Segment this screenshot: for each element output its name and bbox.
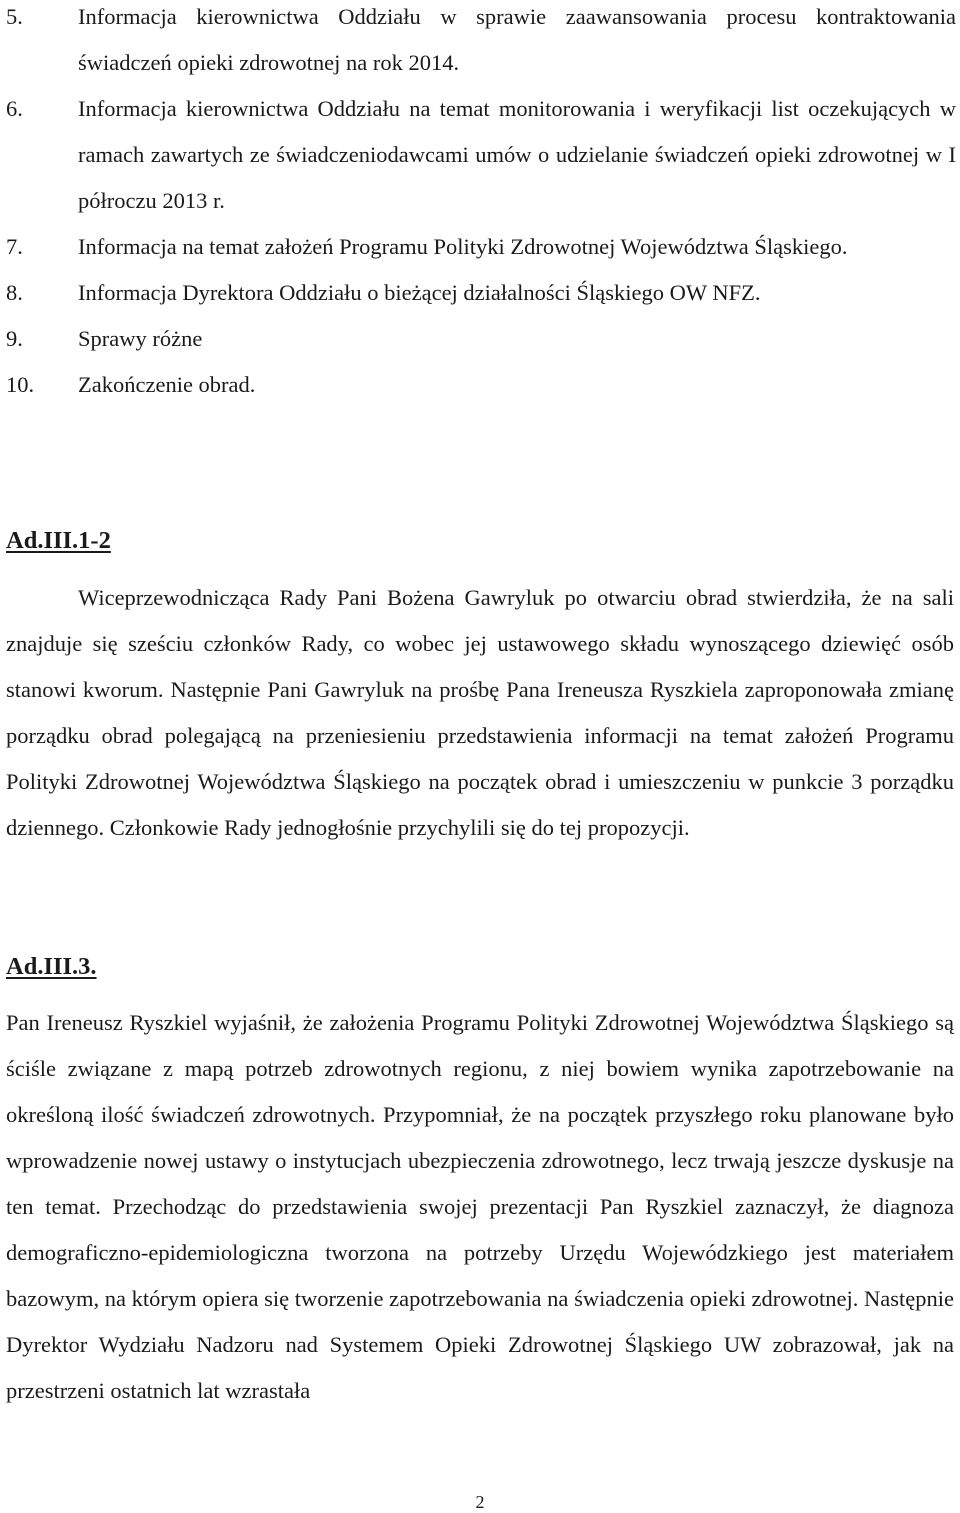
agenda-item-number: 5. — [6, 4, 23, 29]
agenda-list — [6, 0, 956, 408]
section-heading-ad-iii-1-2: Ad.III.1-2 — [6, 527, 111, 554]
agenda-item-text: Sprawy różne — [78, 326, 203, 351]
agenda-item-5 — [6, 0, 956, 86]
agenda-item-10 — [6, 362, 956, 408]
agenda-item-number: 6. — [6, 96, 23, 121]
agenda-item-number: 7. — [6, 234, 23, 259]
agenda-item-text: Informacja Dyrektora Oddziału o bieżącej działalności Śląskiego OW NFZ. — [78, 280, 761, 305]
agenda-item-text: Informacja kierownictwa Oddziału na temat monitorowania i weryfikacji list oczekujących w ramach zawartych ze świadczeniodawcami umów o udzielanie świadczeń opieki zdrowotnej w I półroczu 2013 r. — [78, 96, 956, 213]
agenda-item-number: 10. — [6, 372, 35, 397]
agenda-item-7 — [6, 224, 956, 270]
agenda-item-8 — [6, 270, 956, 316]
agenda-item-text: Informacja na temat założeń Programu Polityki Zdrowotnej Województwa Śląskiego. — [78, 234, 848, 259]
agenda-item-9 — [6, 316, 956, 362]
agenda-item-text: Informacja kierownictwa Oddziału w sprawie zaawansowania procesu kontraktowania świadczeń opieki zdrowotnej na rok 2014. — [78, 4, 956, 75]
section-paragraph-ad-iii-3: Pan Ireneusz Ryszkiel wyjaśnił, że założenia Programu Polityki Zdrowotnej Województwa Śląskiego są ściśle związane z mapą potrzeb zdrowotnych regionu, z niej bowiem wynika zapotrzebowanie na określoną ilość świadczeń zdrowotnych. Przypomniał, że na początek przyszłego roku planowane było wprowadzenie nowej ustawy o instytucjach ubezpieczenia zdrowotnego, lecz trwają jeszcze dyskusje na ten temat. Przechodząc do przedstawienia swojej prezentacji Pan Ryszkiel zaznaczył, że diagnoza demograficzno-epidemiologiczna tworzona na potrzeby Urzędu Wojewódzkiego jest materiałem bazowym, na którym opiera się tworzenie zapotrzebowania na świadczenia opieki zdrowotnej. Następnie Dyrektor Wydziału Nadzoru nad Systemem Opieki Zdrowotnej Śląskiego UW zobrazował, jak na przestrzeni ostatnich lat wzrastała — [6, 1010, 954, 1403]
agenda-item-6 — [6, 86, 956, 224]
agenda-item-number: 8. — [6, 280, 23, 305]
section-paragraph-ad-iii-1-2: Wiceprzewodnicząca Rady Pani Bożena Gawryluk po otwarciu obrad stwierdziła, że na sali znajduje się sześciu członków Rady, co wobec jej ustawowego składu wynoszącego dziewięć osób stanowi kworum. Następnie Pani Gawryluk na prośbę Pana Ireneusza Ryszkiela zaproponowała zmianę porządku obrad polegającą na przeniesieniu przedstawienia informacji na temat założeń Programu Polityki Zdrowotnej Województwa Śląskiego na początek obrad i umieszczeniu w punkcie 3 porządku dziennego. Członkowie Rady jednogłośnie przychylili się do tej propozycji. — [6, 585, 954, 840]
agenda-item-number: 9. — [6, 326, 23, 351]
page-number: 2 — [475, 1492, 485, 1512]
agenda-item-text: Zakończenie obrad. — [78, 372, 256, 397]
section-heading-ad-iii-3: Ad.III.3. — [6, 953, 97, 980]
